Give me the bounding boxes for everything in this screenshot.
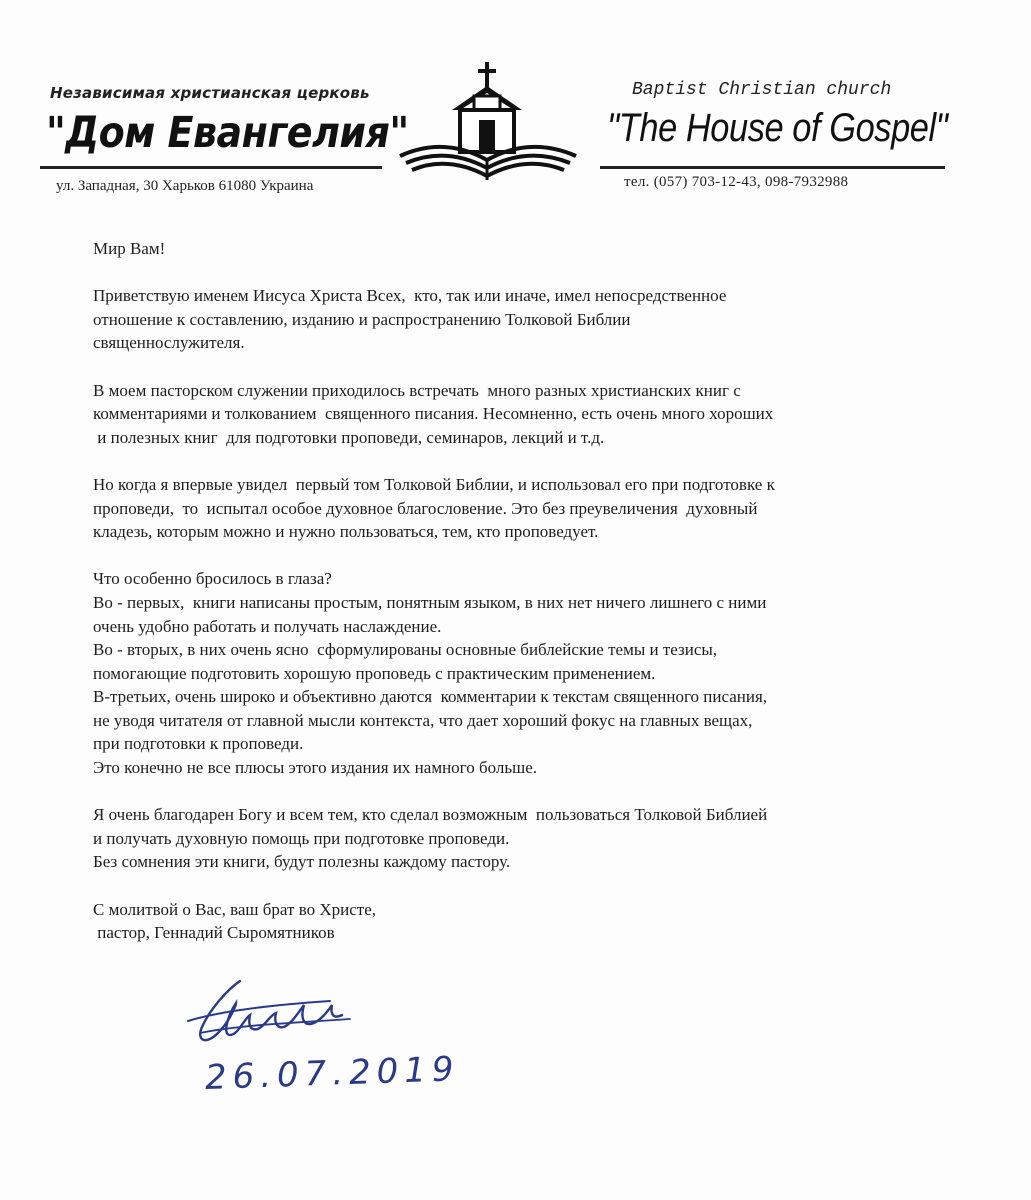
paragraph-4 bbox=[93, 567, 973, 779]
church-bible-logo-icon bbox=[394, 60, 584, 184]
church-name-en: "The House of Gospel" bbox=[607, 106, 948, 150]
handwritten-date: 26.07.2019 bbox=[204, 1049, 461, 1098]
letterhead-divider-right bbox=[600, 166, 945, 169]
paragraph-3 bbox=[93, 473, 973, 544]
text-line: В моем пасторском служении приходилось встречать много разных христианских книг с bbox=[93, 380, 741, 400]
text-line: Что особенно бросилось в глаза? bbox=[93, 569, 332, 589]
church-address: ул. Западная, 30 Харьков 61080 Украина bbox=[56, 178, 314, 194]
closing-line: С молитвой о Вас, ваш брат во Христе, bbox=[93, 899, 376, 919]
text-line: священнослужителя. bbox=[93, 333, 245, 353]
paragraph-1 bbox=[93, 284, 973, 355]
text-line: и получать духовную помощь при подготовке проповеди. bbox=[93, 828, 510, 848]
text-line: В-третьих, очень широко и объективно даются комментарии к текстам священного писания, bbox=[93, 687, 768, 707]
text-line: Но когда я впервые увидел первый том Толковой Библии, и использовал его при подготовке к bbox=[93, 474, 775, 494]
text-line: проповеди, то испытал особое духовное благословение. Это без преувеличения духовный bbox=[93, 498, 758, 518]
text-line: не уводя читателя от главной мысли контекста, что дает хороший фокус на главных вещах, bbox=[93, 710, 753, 730]
text-line: кладезь, которым можно и нужно пользоваться, тем, кто проповедует. bbox=[93, 522, 599, 542]
text-line: при подготовки к проповеди. bbox=[93, 734, 304, 754]
text-line: Во - первых, книги написаны простым, понятным языком, в них нет ничего лишнего с ними bbox=[93, 592, 767, 612]
church-name-ru: "Дом Евангелия" bbox=[46, 108, 409, 158]
church-tagline-en: Baptist Christian church bbox=[632, 80, 892, 100]
paragraph-5 bbox=[93, 803, 973, 874]
church-phone: тел. (057) 703-12-43, 098-7932988 bbox=[624, 174, 849, 190]
paragraph-2 bbox=[93, 379, 973, 450]
text-line: Без сомнения эти книги, будут полезны каждому пастору. bbox=[93, 852, 511, 872]
text-line: и полезных книг для подготовки проповеди, семинаров, лекций и т.д. bbox=[93, 427, 605, 447]
text-line: Во - вторых, в них очень ясно сформулированы основные библейские темы и тезисы, bbox=[93, 640, 718, 660]
greeting: Мир Вам! bbox=[93, 239, 166, 258]
letterhead-divider-left bbox=[40, 166, 382, 169]
text-line: Это конечно не все плюсы этого издания их намного больше. bbox=[93, 758, 538, 778]
text-line: отношение к составлению, изданию и распространению Толковой Библии bbox=[93, 309, 631, 329]
church-tagline-ru: Независимая христианская церковь bbox=[50, 84, 370, 102]
text-line: очень удобно работать и получать наслаждение. bbox=[93, 616, 442, 636]
signatory-line: пастор, Геннадий Сыромятников bbox=[93, 923, 335, 943]
text-line: помогающие подготовить хорошую проповедь с практическим применением. bbox=[93, 663, 656, 683]
text-line: Приветствую именем Иисуса Христа Всех, кто, так или иначе, имел непосредственное bbox=[93, 286, 727, 306]
text-line: комментариями и толкованием священного писания. Несомненно, есть очень много хороших bbox=[93, 404, 774, 424]
letter-body bbox=[93, 237, 973, 945]
closing bbox=[93, 898, 973, 945]
text-line: Я очень благодарен Богу и всем тем, кто сделал возможным пользоваться Толковой Библией bbox=[93, 805, 768, 825]
handwritten-signature-icon bbox=[180, 975, 370, 1065]
